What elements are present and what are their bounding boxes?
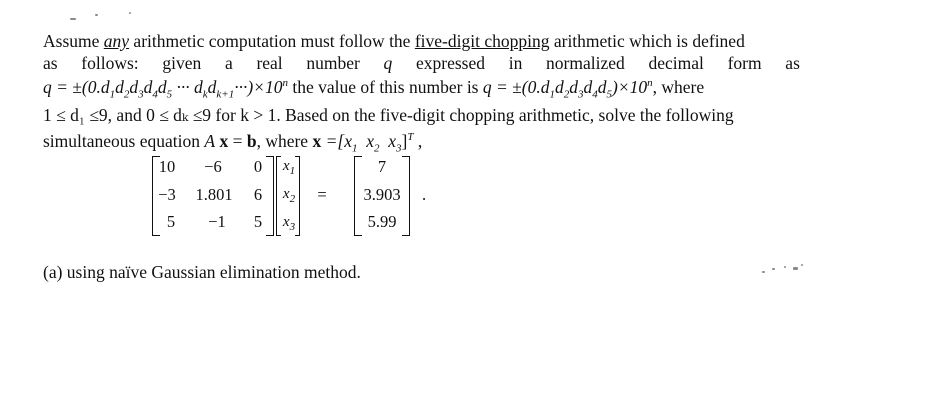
scan-speck [129, 12, 131, 14]
scan-speck [801, 264, 803, 266]
word: decimal [648, 53, 704, 73]
sub-2: 2 [374, 142, 380, 155]
emphasis-any: any [103, 31, 130, 51]
text-segment: the value of this number is [287, 77, 483, 97]
times-ten: ×10 [253, 77, 283, 97]
digit-d: d [194, 77, 203, 97]
text-segment: 1 ≤ d₁ ≤9, and 0 ≤ dₖ ≤9 for k > 1. Based on the five-digit chopping arithmetic, solve the following [43, 105, 734, 125]
word: a [224, 53, 233, 73]
digit-d: d [129, 77, 139, 97]
sub-4: 4 [152, 88, 158, 101]
word: in [508, 53, 523, 73]
digit-d: d [555, 77, 564, 97]
matrix-A-cell: −6 [204, 157, 222, 176]
problem-line-2 [43, 52, 800, 74]
digit-d: d [207, 77, 217, 97]
word: as [785, 53, 800, 73]
matrix-A-cell: 0 [253, 157, 263, 176]
exponent-n: n [282, 77, 288, 90]
text-segment: arithmetic computation must follow the [129, 31, 415, 51]
digit-d: d [115, 77, 124, 97]
sub-3: 3 [138, 88, 144, 101]
text-segment: arithmetic which is defined [549, 31, 745, 51]
vector-symbol-x: x [219, 131, 229, 151]
scan-speck [793, 267, 798, 270]
equals: = [228, 131, 247, 151]
ellipsis-close: ···) [234, 77, 254, 97]
sub-5: 5 [166, 88, 173, 101]
text-segment: , where [256, 131, 313, 151]
vector-b-entry: 7 [377, 157, 387, 176]
five-digit-chopping-underlined: five-digit chopping [414, 31, 550, 51]
digit-d: d [569, 77, 578, 97]
sub-3: 3 [289, 221, 296, 233]
var-x: x [388, 131, 397, 151]
text-segment: , [413, 131, 423, 151]
formula-q-chopped: q = ±(0.d [482, 77, 550, 97]
sub-3: 3 [578, 88, 584, 101]
exponent-n: n [647, 77, 653, 90]
sub-1: 1 [351, 142, 358, 155]
matrix-A-cell: 6 [253, 185, 263, 204]
problem-line-5: simultaneous equation A x = b, where $x =[x_1$ $x_2$ $x_3]^T$ , [43, 131, 423, 155]
word: expressed [416, 53, 486, 73]
digit-d: d [583, 77, 593, 97]
matrix-A-cell: 10 [158, 157, 176, 176]
vector-x-entry [279, 184, 299, 204]
text-segment: (a) using naïve Gaussian elimination method. [43, 262, 361, 282]
sub-1: 1 [109, 88, 116, 101]
sub-5: 5 [606, 88, 612, 101]
matrix-A-cell: 5 [253, 212, 263, 231]
matrix-symbol-A: A [204, 131, 216, 151]
equals-sign: = [317, 185, 327, 204]
sub-1: 1 [549, 88, 555, 101]
word: given [162, 53, 202, 73]
scan-speck [784, 266, 786, 268]
formula-q: q = ±(0.d [43, 77, 110, 97]
matrix-A-right-bracket [266, 156, 274, 236]
var-x: x [282, 214, 290, 230]
problem-line-4 [43, 104, 734, 126]
vector-x-entry [279, 212, 299, 232]
text-segment: simultaneous equation [43, 131, 205, 151]
sub-k-plus-1: k+1 [216, 88, 235, 101]
transpose-T: T [407, 131, 414, 144]
var-x: x [366, 131, 374, 151]
digit-d: d [157, 77, 167, 97]
matrix-A-cell: −1 [208, 212, 226, 231]
times-ten: )×10 [612, 77, 648, 97]
vector-def: =[x [321, 131, 352, 151]
matrix-A-cell: −3 [158, 185, 176, 204]
word: follows: [81, 53, 139, 73]
word: number [306, 53, 360, 73]
word: form [727, 53, 762, 73]
variable-q: q [383, 53, 393, 73]
problem-line-1 [43, 30, 745, 52]
scan-speck [772, 268, 775, 270]
sub-2: 2 [123, 88, 130, 101]
sub-2: 2 [289, 193, 296, 205]
word: real [256, 53, 283, 73]
problem-line-3-formula [43, 76, 705, 101]
scan-speck [762, 271, 765, 273]
scan-speck [70, 18, 76, 20]
vector-b-entry: 5.99 [367, 212, 397, 231]
scan-speck [95, 14, 98, 16]
matrix-A-cell: 5 [166, 212, 176, 231]
word: normalized [546, 53, 625, 73]
sub-3: 3 [396, 142, 402, 155]
var-x: x [282, 186, 290, 202]
vector-b-entry: 3.903 [363, 185, 401, 204]
vector-symbol-x: x [312, 131, 322, 151]
sub-k: k [202, 88, 208, 101]
word: as [43, 53, 58, 73]
matrix-A-cell: 1.801 [195, 185, 233, 204]
sub-4: 4 [592, 88, 598, 101]
ellipsis: ··· [176, 77, 190, 97]
part-a-instruction [43, 261, 361, 283]
sub-2: 2 [563, 88, 570, 101]
digit-d: d [143, 77, 153, 97]
var-x: x [282, 158, 290, 174]
vector-x-entry [279, 156, 299, 176]
text-segment: , where [652, 77, 705, 97]
vector-symbol-b: b [246, 131, 257, 151]
sub-1: 1 [289, 165, 296, 177]
digit-d: d [597, 77, 607, 97]
text-segment: Assume [43, 31, 104, 51]
trailing-period: . [421, 185, 427, 204]
